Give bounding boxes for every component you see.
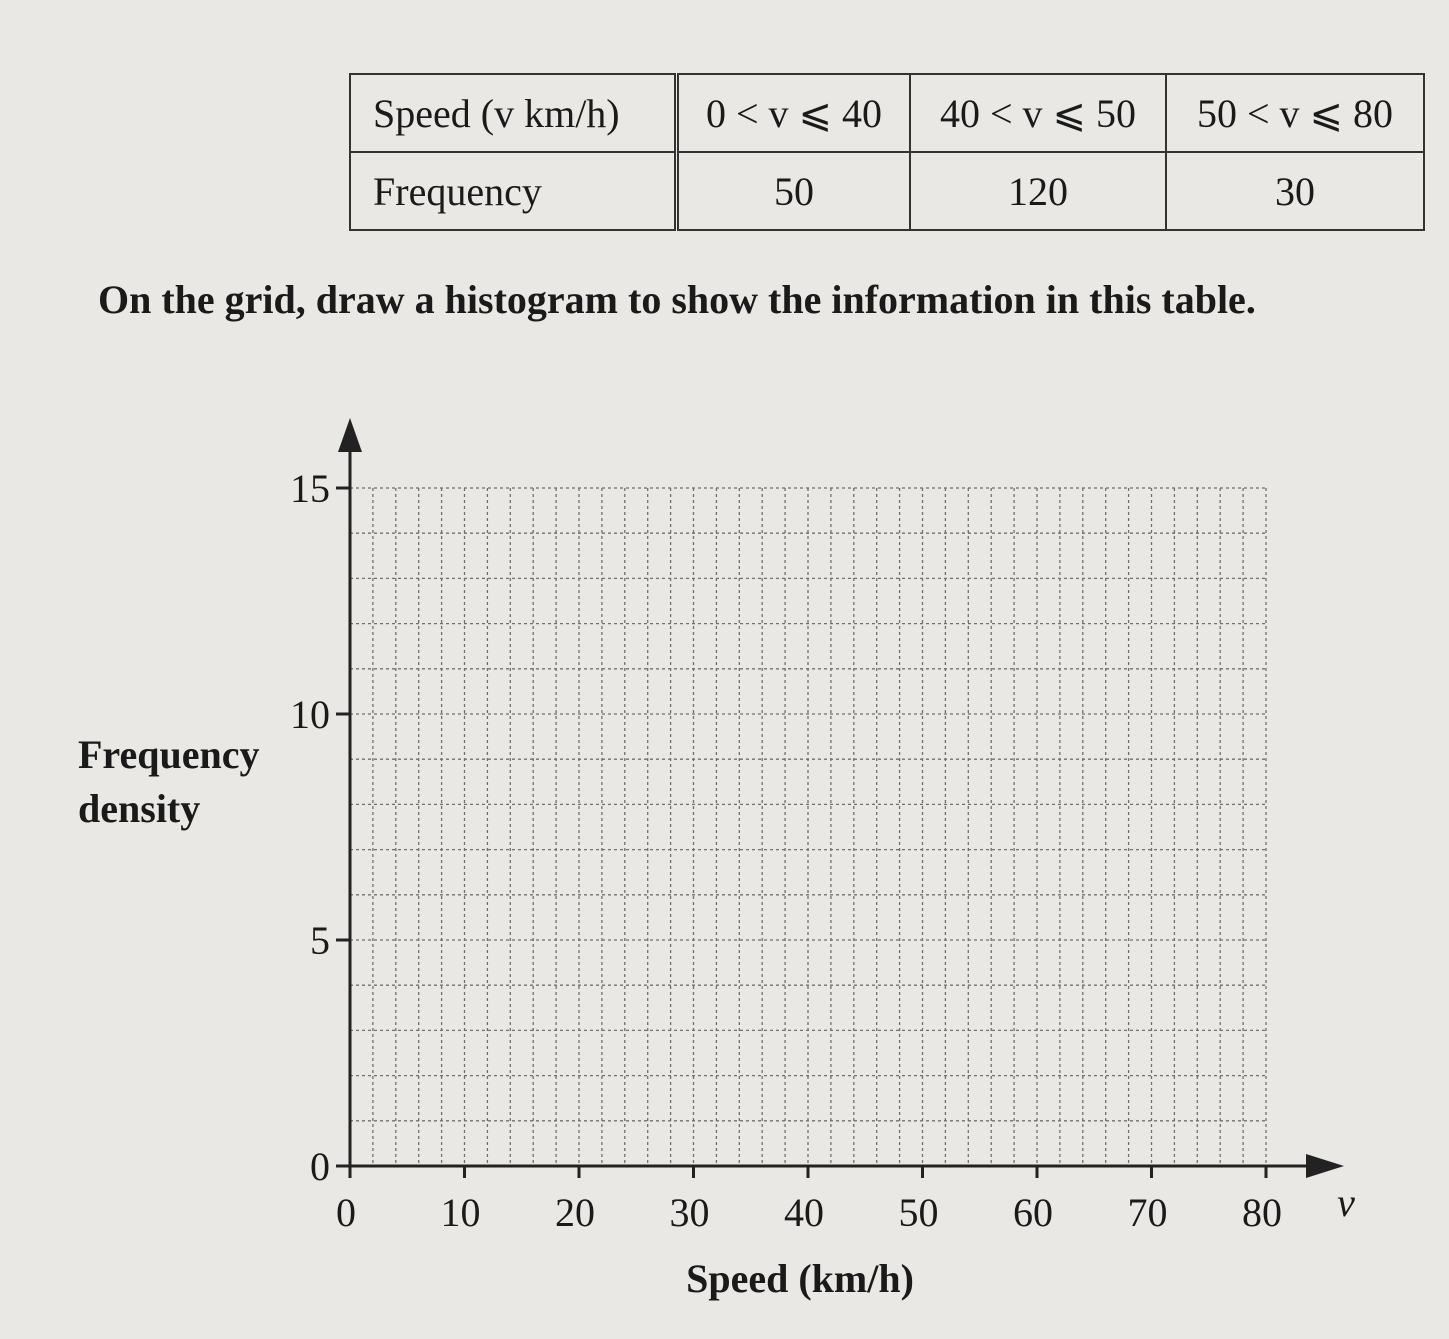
y-tick-label: 10	[290, 692, 330, 737]
y-tick-label: 5	[310, 918, 330, 963]
x-axis-label: Speed (km/h)	[686, 1256, 914, 1301]
y-axis-arrow-icon	[338, 418, 362, 452]
header-frequency-label: Frequency	[350, 152, 677, 230]
y-tick-label: 0	[310, 1144, 330, 1189]
x-tick-label: 10	[440, 1190, 481, 1235]
interval-3: 50 < v ⩽ 80	[1166, 74, 1424, 152]
x-tick-label: 70	[1127, 1190, 1168, 1235]
x-variable-label: v	[1337, 1180, 1355, 1225]
header-speed-label: Speed (v km/h)	[350, 74, 677, 152]
interval-2: 40 < v ⩽ 50	[910, 74, 1166, 152]
x-tick-label: 50	[898, 1190, 939, 1235]
x-tick-label: 80	[1242, 1190, 1282, 1235]
frequency-3: 30	[1166, 152, 1424, 230]
y-axis-label: Frequency density	[78, 732, 260, 831]
x-tick-label: 0	[336, 1190, 356, 1235]
x-tick-label: 40	[784, 1190, 824, 1235]
interval-1: 0 < v ⩽ 40	[677, 74, 911, 152]
question-instruction: On the grid, draw a histogram to show the information in this table.	[98, 277, 1256, 322]
frequency-2: 120	[910, 152, 1166, 230]
x-axis-arrow-icon	[1306, 1154, 1344, 1178]
frequency-1: 50	[677, 152, 911, 230]
x-tick-label: 30	[669, 1190, 710, 1235]
x-tick-label: 60	[1013, 1190, 1053, 1235]
x-tick-label: 20	[555, 1190, 595, 1235]
y-tick-label: 15	[290, 466, 330, 511]
